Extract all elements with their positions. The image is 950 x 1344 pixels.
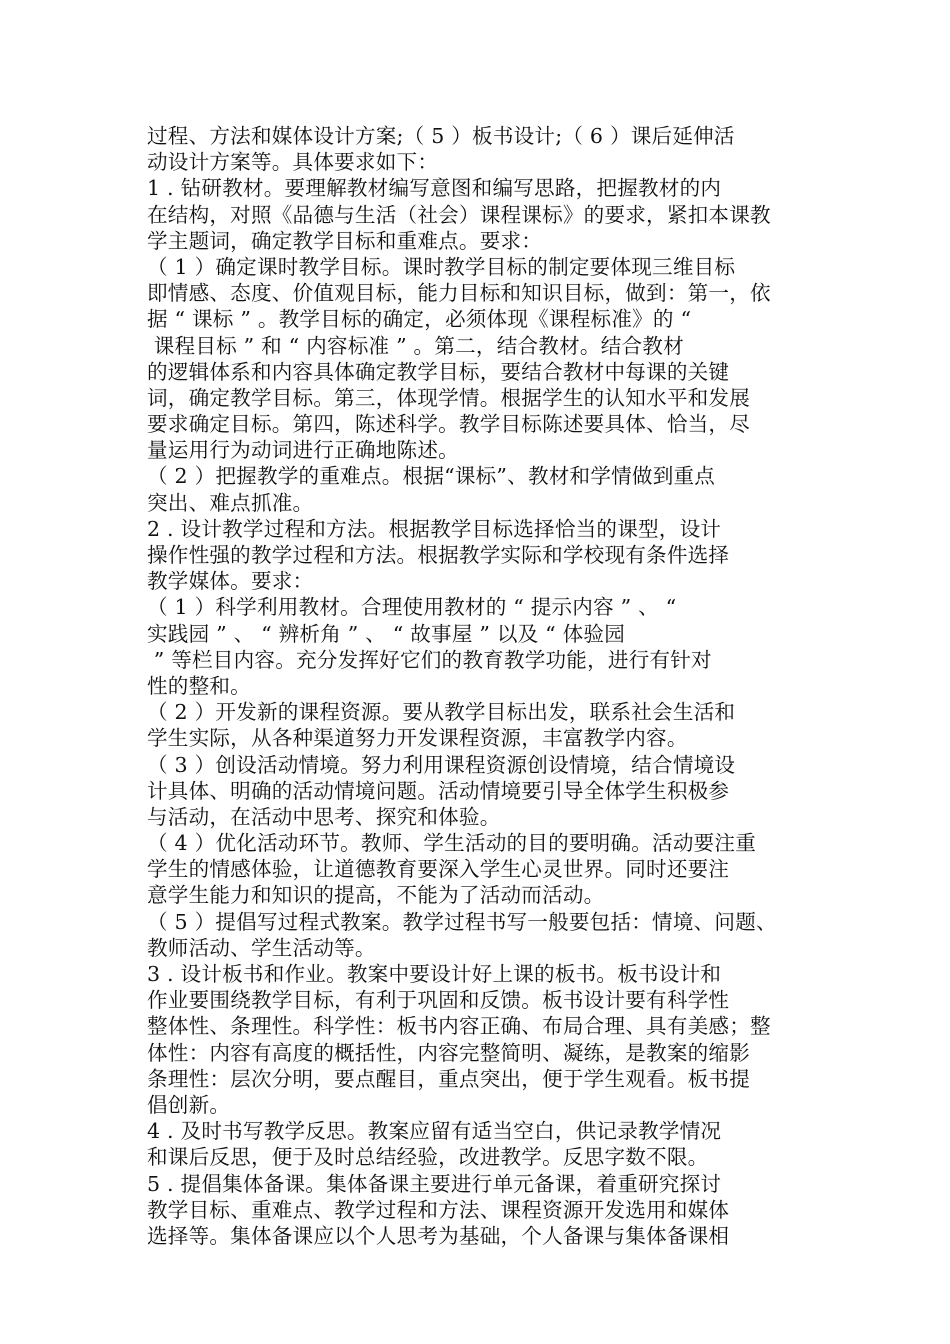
- text-line: 体性：内容有高度的概括性，内容完整简明、凝练，是教案的缩影: [147, 1040, 751, 1065]
- text-line: 的逻辑体系和内容具体确定教学目标，要结合教材中每课的关键: [147, 359, 730, 384]
- text-line: 5 . 提倡集体备课。集体备课主要进行单元备课，着重研究探讨: [147, 1171, 722, 1196]
- text-line: （ 3 ）创设活动情境。努力利用课程资源创设情境，结合情境设: [147, 752, 736, 777]
- text-line: 过程、方法和媒体设计方案;（ 5 ）板书设计;（ 6 ）课后延伸活: [147, 124, 735, 148]
- text-line: 即情感、态度、价值观目标，能力目标和知识目标，做到：第一，依: [147, 281, 771, 306]
- text-line: 教学媒体。要求：: [147, 569, 314, 594]
- text-line: （ 4 ）优化活动环节。教师、学生活动的目的要明确。活动要注重: [147, 831, 757, 856]
- text-line: ” 等栏目内容。充分发挥好它们的教育教学功能，进行有针对: [147, 647, 712, 672]
- text-line: 作业要围绕教学目标，有利于巩固和反馈。板书设计要有科学性: [147, 988, 730, 1013]
- text-line: （ 1 ）确定课时教学目标。课时教学目标的制定要体现三维目标: [147, 254, 736, 279]
- text-line: 教师活动、学生活动等。: [147, 935, 376, 960]
- text-line: 实践园 ” 、 “ 辨析角 ” 、 “ 故事屋 ” 以及 “ 体验园: [147, 621, 626, 646]
- text-line: 学生实际，从各种渠道努力开发课程资源，丰富教学内容。: [147, 726, 688, 751]
- text-line: 突出、难点抓准。: [147, 490, 314, 515]
- text-line: 条理性：层次分明，要点醒目，重点突出，便于学生观看。板书提: [147, 1066, 751, 1091]
- text-line: 在结构，对照《品德与生活（社会）课程课标》的要求，紧扣本课教: [147, 202, 771, 227]
- text-line: （ 5 ）提倡写过程式教案。教学过程书写一般要包括：情境、问题、: [147, 909, 777, 934]
- text-line: 与活动，在活动中思考、探究和体验。: [147, 804, 501, 829]
- text-line: 课程目标 ” 和 “ 内容标准 ” 。第二，结合教材。结合教材: [147, 333, 684, 358]
- text-line: 3 . 设计板书和作业。教案中要设计好上课的板书。板书设计和: [147, 962, 722, 986]
- text-line: 词，确定教学目标。第三，体现学情。根据学生的认知水平和发展: [147, 385, 751, 410]
- text-line: 操作性强的教学过程和方法。根据教学实际和学校现有条件选择: [147, 543, 730, 567]
- text-line: （ 1 ）科学利用教材。合理使用教材的 “ 提示内容 ” 、 “: [147, 595, 677, 620]
- text-line: 要求确定目标。第四，陈述科学。教学目标陈述要具体、恰当，尽: [147, 412, 751, 437]
- text-line: 计具体、明确的活动情境问题。活动情境要引导全体学生积极参: [147, 778, 730, 803]
- text-line: （ 2 ）开发新的课程资源。要从教学目标出发，联系社会生活和: [147, 700, 736, 725]
- text-line: （ 2 ）把握教学的重难点。根据“课标”、教材和学情做到重点: [147, 464, 716, 489]
- text-line: 倡创新。: [147, 1092, 231, 1117]
- text-line: 性的整和。: [147, 673, 251, 698]
- text-line: 教学目标、重难点、教学过程和方法、课程资源开发选用和媒体: [147, 1197, 730, 1222]
- text-line: 选择等。集体备课应以个人思考为基础，个人备课与集体备课相: [147, 1223, 730, 1248]
- text-line: 动设计方案等。具体要求如下：: [147, 150, 439, 175]
- document-body: [147, 123, 807, 1249]
- text-line: 据 “ 课标 ” 。教学目标的确定，必须体现《课程标准》的 “: [147, 307, 692, 332]
- text-line: 意学生能力和知识的提高，不能为了活动而活动。: [147, 883, 605, 908]
- text-line: 4 . 及时书写教学反思。教案应留有适当空白，供记录教学情况: [147, 1119, 722, 1144]
- text-line: 和课后反思，便于及时总结经验，改进教学。反思字数不限。: [147, 1145, 709, 1170]
- text-line: 2 . 设计教学过程和方法。根据教学目标选择恰当的课型，设计: [147, 516, 722, 541]
- text-line: 量运用行为动词进行正确地陈述。: [147, 438, 459, 463]
- text-line: 1 . 钻研教材。要理解教材编写意图和编写思路，把握教材的内: [147, 176, 722, 201]
- text-line: 学生的情感体验，让道德教育要深入学生心灵世界。同时还要注: [147, 857, 730, 882]
- text-line: 整体性、条理性。科学性：板书内容正确、布局合理、具有美感；整: [147, 1014, 771, 1039]
- text-line: 学主题词，确定教学目标和重难点。要求：: [147, 228, 543, 253]
